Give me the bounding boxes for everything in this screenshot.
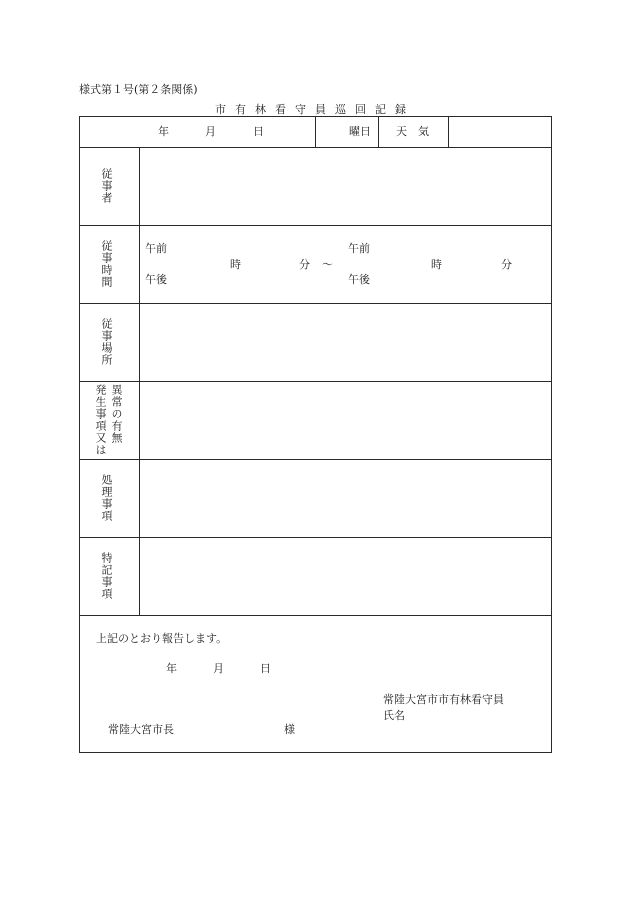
honorific: 様: [284, 723, 295, 736]
report-statement: 上記のとおり報告します。: [96, 632, 228, 645]
end-minute-label: 分: [501, 258, 512, 271]
workers-field[interactable]: [140, 148, 551, 225]
end-hour-label: 時: [431, 258, 442, 271]
notes-label: 特記事項: [100, 552, 113, 600]
report-day-label: 日: [260, 662, 271, 675]
occurrence-label: 発生事項又は: [94, 384, 107, 456]
report-year-label: 年: [166, 662, 177, 675]
form-title: 市有林看守員巡回記録: [215, 103, 415, 116]
handling-label: 処理事項: [100, 474, 113, 522]
start-pm-label: 午後: [145, 273, 167, 286]
work-place-field[interactable]: [140, 304, 551, 381]
date-day-label: 日: [253, 125, 264, 138]
addressee: 常陸大宮市長: [108, 723, 174, 736]
start-minute-label: 分: [299, 258, 310, 271]
notes-field[interactable]: [140, 538, 551, 615]
form-reference: 様式第１号(第２条関係): [79, 83, 198, 96]
weather-field[interactable]: [449, 117, 551, 147]
report-month-label: 月: [213, 662, 224, 675]
reporter-title: 常陸大宮市市有林看守員: [383, 693, 504, 706]
weekday-label: 曜日: [349, 125, 371, 138]
date-month-label: 月: [205, 125, 216, 138]
date-year-label: 年: [158, 125, 169, 138]
work-time-label: 従事時間: [100, 240, 113, 288]
reporter-name-label: 氏名: [383, 709, 405, 722]
time-range-tilde: ～: [322, 258, 333, 271]
weather-label: 天 気: [396, 125, 429, 138]
workers-label: 従事者: [100, 168, 113, 204]
start-hour-label: 時: [230, 258, 241, 271]
end-pm-label: 午後: [348, 273, 370, 286]
work-place-label: 従事場所: [100, 318, 113, 366]
handling-field[interactable]: [140, 460, 551, 537]
end-am-label: 午前: [348, 242, 370, 255]
anomaly-label: 異常の有無: [110, 384, 123, 444]
anomaly-field[interactable]: [140, 382, 551, 459]
start-am-label: 午前: [145, 242, 167, 255]
